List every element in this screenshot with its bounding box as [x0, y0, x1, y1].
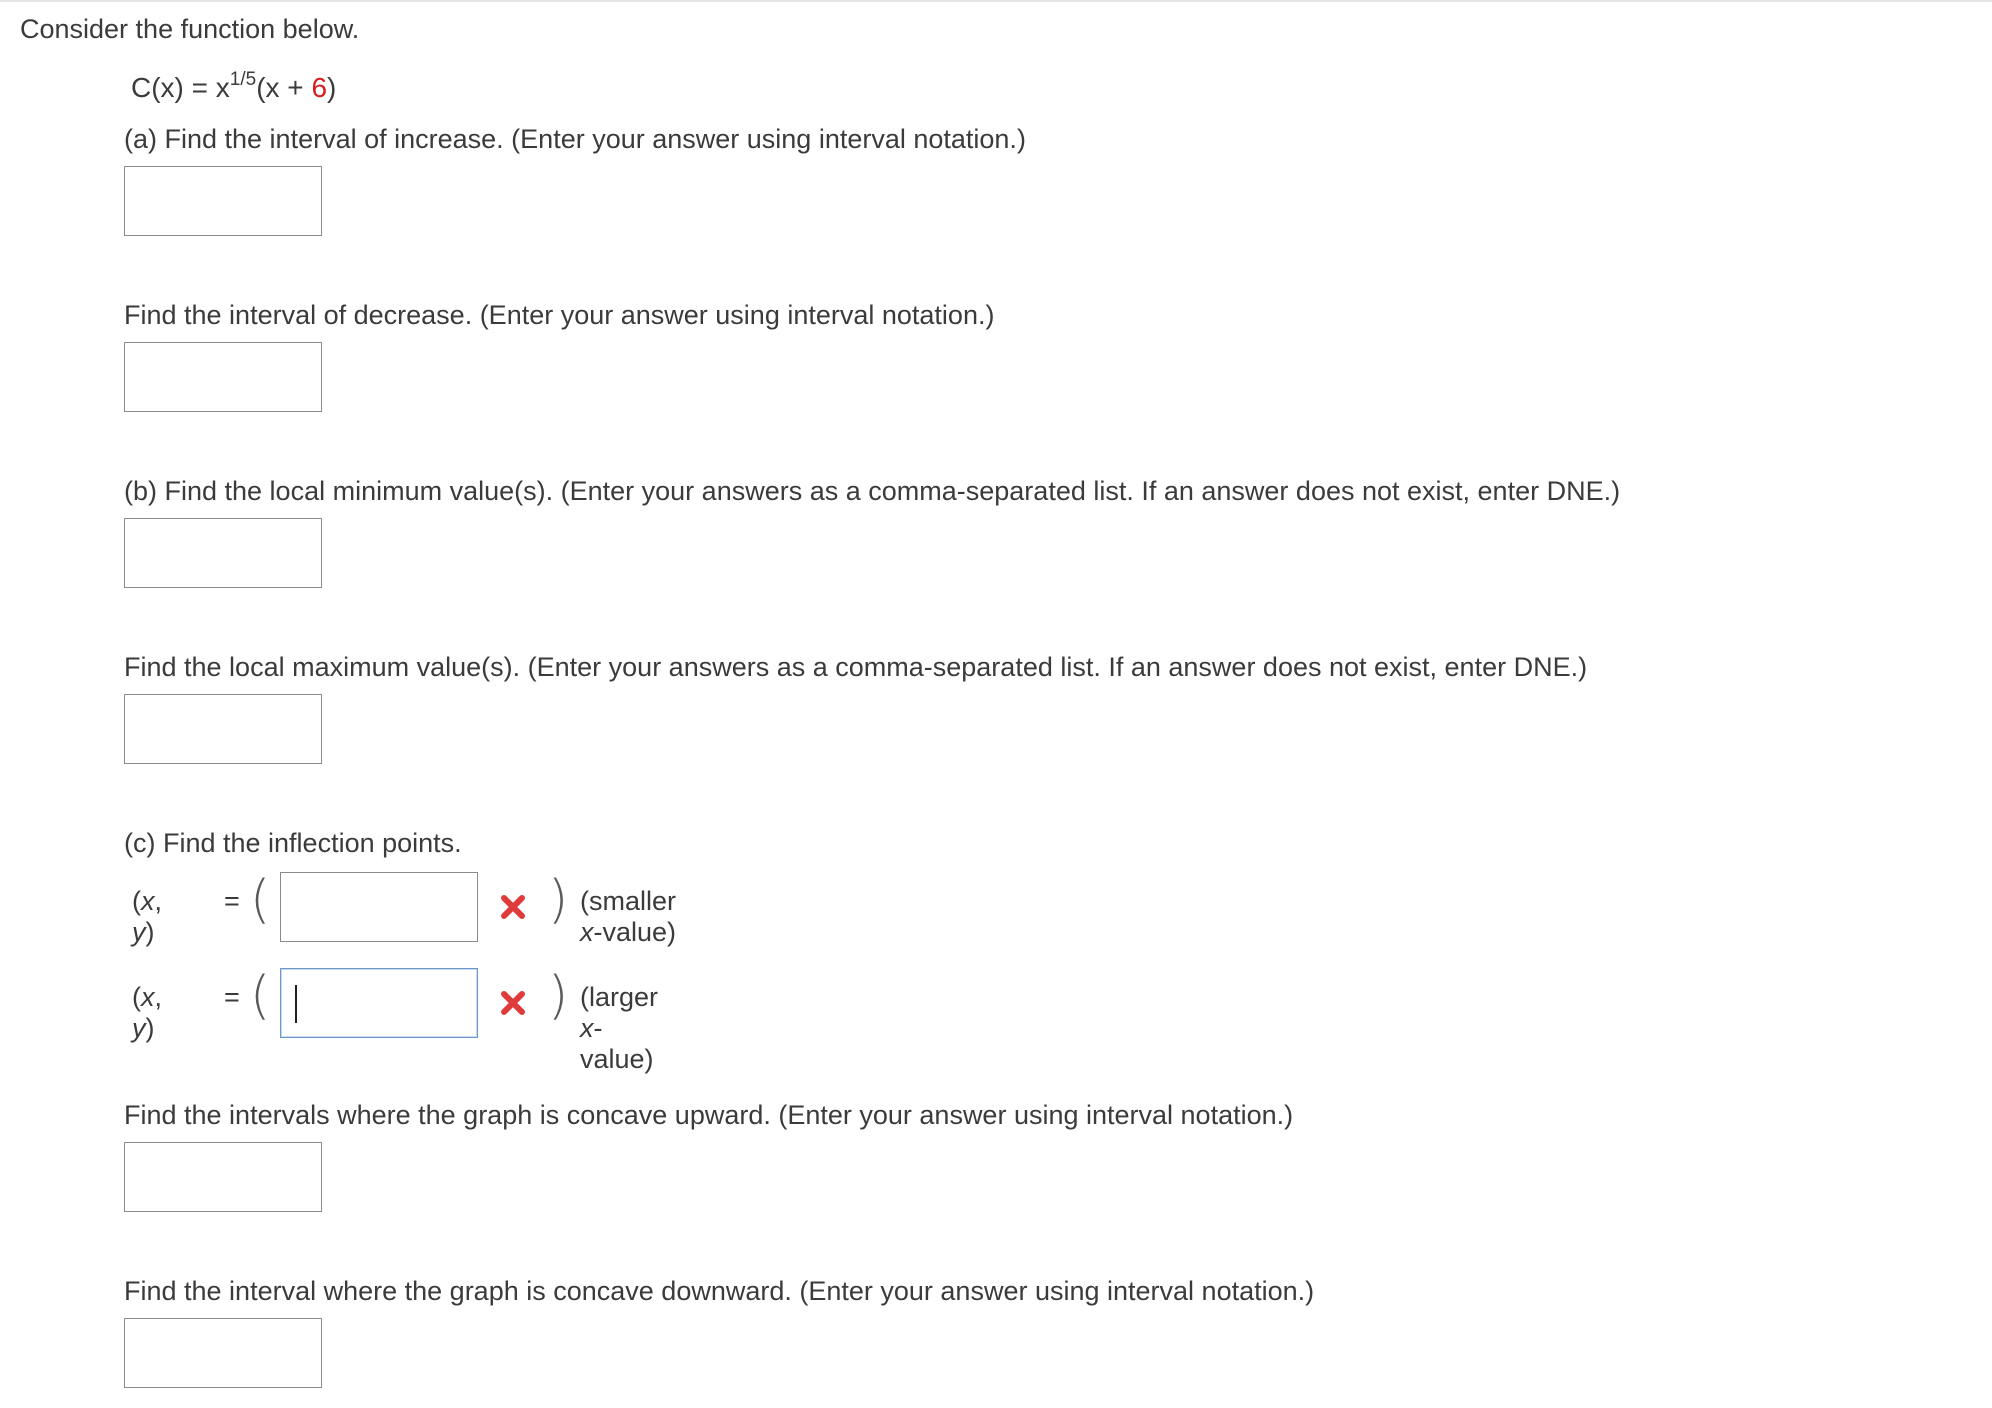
x-mark-icon — [498, 988, 528, 1018]
equals-sign: = — [224, 982, 240, 1012]
prompt-inflection-points: (c) Find the inflection points. — [124, 828, 462, 858]
open-paren: ( — [250, 966, 271, 1026]
local-minimum-answer-input[interactable] — [124, 518, 322, 588]
prompt-concave-upward: Find the intervals where the graph is concave upward. (Enter your answer using interval notation.) — [124, 1100, 1294, 1130]
function-exponent: 1/5 — [229, 69, 257, 90]
function-lhs: C(x) = x — [131, 72, 230, 103]
question-intro: Consider the function below. — [20, 14, 360, 44]
prompt-local-maximum: Find the local maximum value(s). (Enter your answers as a comma-separated list. If an answer does not exist, enter DNE.) — [124, 652, 1588, 682]
x-mark-icon — [498, 892, 528, 922]
inflection-smaller-input[interactable] — [280, 872, 478, 942]
point-label: (x, y) — [132, 982, 163, 1043]
concave-upward-answer-input[interactable] — [124, 1142, 322, 1212]
function-definition — [131, 69, 337, 104]
inflection-larger-input[interactable] — [280, 968, 478, 1038]
decrease-answer-input[interactable] — [124, 342, 322, 412]
increase-answer-input[interactable] — [124, 166, 322, 236]
prompt-concave-downward: Find the interval where the graph is concave downward. (Enter your answer using interval notation.) — [124, 1276, 1315, 1306]
function-mid: (x + — [256, 72, 312, 103]
larger-x-value-hint: (larger x-value) — [580, 982, 659, 1074]
top-divider — [0, 0, 1992, 2]
prompt-local-minimum: (b) Find the local minimum value(s). (Enter your answers as a comma-separated list. If an answer does not exist, enter DNE.) — [124, 476, 1621, 506]
prompt-interval-decrease: Find the interval of decrease. (Enter your answer using interval notation.) — [124, 300, 995, 330]
function-close: ) — [327, 72, 337, 103]
local-maximum-answer-input[interactable] — [124, 694, 322, 764]
close-paren: ) — [548, 966, 569, 1026]
prompt-interval-increase: (a) Find the interval of increase. (Enter your answer using interval notation.) — [124, 124, 1026, 154]
open-paren: ( — [250, 870, 271, 930]
concave-downward-answer-input[interactable] — [124, 1318, 322, 1388]
function-constant: 6 — [311, 72, 328, 103]
equals-sign: = — [224, 886, 240, 916]
text-caret — [295, 985, 297, 1023]
point-label: (x, y) — [132, 886, 163, 947]
close-paren: ) — [548, 870, 569, 930]
smaller-x-value-hint: (smaller x-value) — [580, 886, 677, 947]
